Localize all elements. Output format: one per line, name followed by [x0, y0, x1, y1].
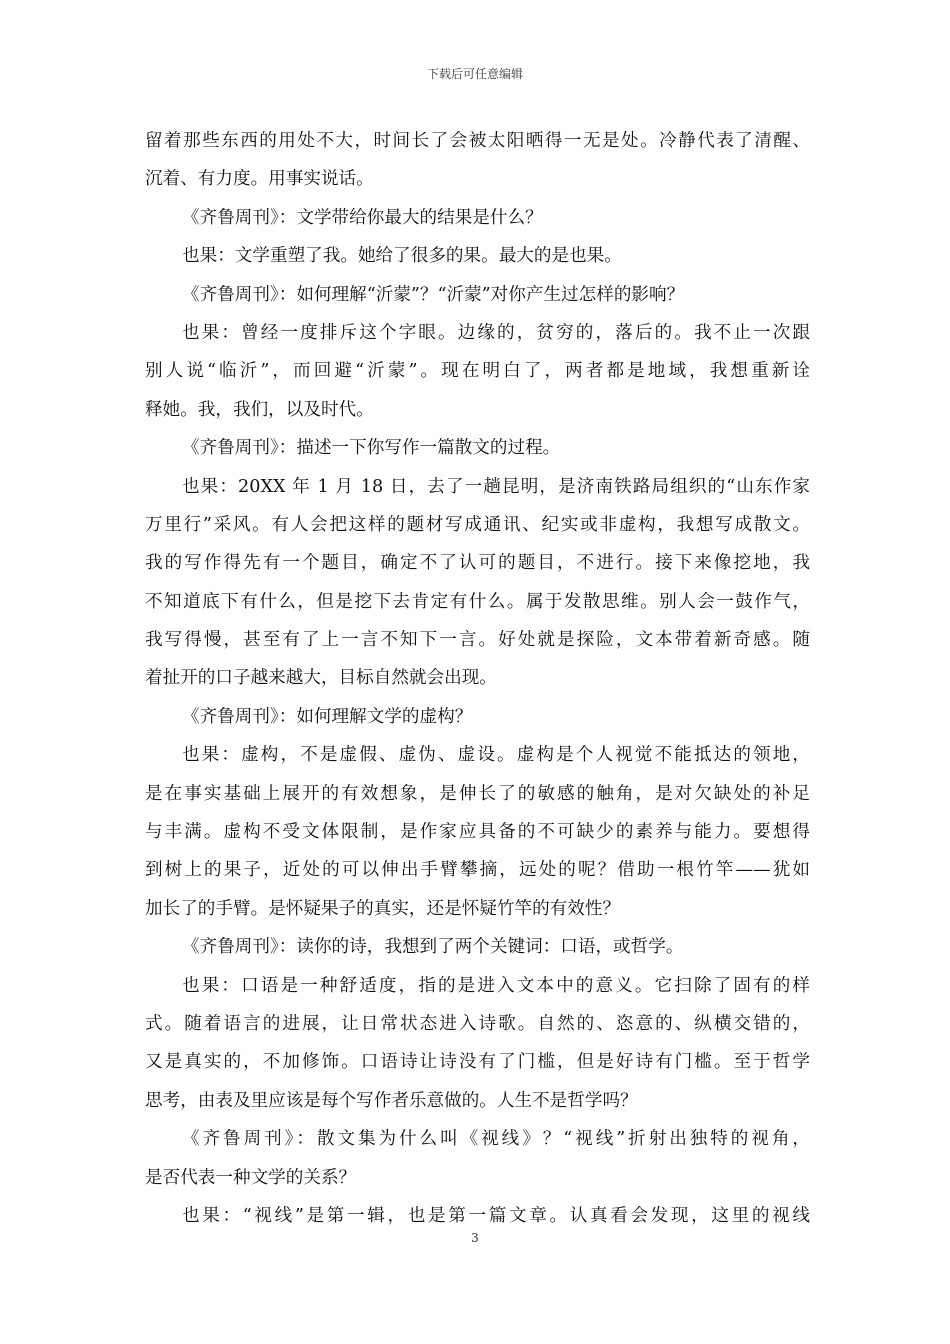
page-number: 3: [471, 1231, 479, 1245]
page-header: 下载后可任意编辑: [426, 67, 523, 81]
text-line: 式。随着语言的进展，让日常状态进入诗歌。自然的、恣意的、纵横交错的，: [145, 1013, 810, 1034]
text-line: 《齐鲁周刊》：文学带给你最大的结果是什么？: [182, 207, 543, 228]
text-line: 与丰满。虚构不受文体限制，是作家应具备的不可缺少的素养与能力。要想得: [145, 822, 810, 843]
text-line: 也果：20XX 年 1 月 18 日，去了一趟昆明，是济南铁路局组织的“山东作家: [182, 476, 810, 497]
text-line: 《齐鲁周刊》：如何理解“沂蒙”？“沂蒙”对你产生过怎样的影响？: [182, 284, 685, 305]
text-line: 又是真实的，不加修饰。口语诗让诗没有了门槛，但是好诗有门槛。至于哲学: [145, 1052, 810, 1073]
text-line: 也果：“视线”是第一辑，也是第一篇文章。认真看会发现，这里的视线: [182, 1205, 810, 1226]
text-line: 思考，由表及里应该是每个写作者乐意做的。人生不是哲学吗？: [145, 1090, 638, 1111]
text-line: 是在事实基础上展开的有效想象，是伸长了的敏感的触角，是对欠缺处的补足: [145, 783, 810, 804]
text-line: 也果：文学重塑了我。她给了很多的果。最大的是也果。: [182, 246, 622, 267]
text-line: 沉着、有力度。用事实说话。: [145, 169, 374, 190]
text-line: 着扯开的口子越来越大，目标自然就会出现。: [145, 668, 497, 689]
text-line: 别人说“临沂”，而回避“沂蒙”。现在明白了，两者都是地域，我想重新诠: [145, 361, 810, 382]
text-line: 《齐鲁周刊》：如何理解文学的虚构？: [182, 706, 473, 727]
text-line: 《齐鲁周刊》：散文集为什么叫《视线》？“视线”折射出独特的视角，: [182, 1129, 810, 1150]
text-line: 是否代表一种文学的关系？: [145, 1167, 357, 1188]
text-line: 也果：口语是一种舒适度，指的是进入文本中的意义。它扫除了固有的样: [182, 975, 810, 996]
text-line: 到树上的果子，近处的可以伸出手臂攀摘，远处的呢？借助一根竹竿——犹如: [145, 860, 810, 881]
text-line: 留着那些东西的用处不大，时间长了会被太阳晒得一无是处。冷静代表了清醒、: [145, 131, 810, 151]
text-line: 《齐鲁周刊》：读你的诗，我想到了两个关键词：口语，或哲学。: [182, 937, 684, 958]
text-line: 不知道底下有什么，但是挖下去肯定有什么。属于发散思维。别人会一鼓作气，: [145, 591, 810, 612]
text-line: 释她。我，我们，以及时代。: [145, 399, 374, 420]
text-line: 也果：虚构，不是虚假、虚伪、虚设。虚构是个人视觉不能抵达的领地，: [182, 745, 810, 766]
text-line: 我的写作得先有一个题目，确定不了认可的题目，不进行。接下来像挖地，我: [145, 553, 810, 574]
text-line: 加长了的手臂。是怀疑果子的真实，还是怀疑竹竿的有效性？: [145, 898, 621, 919]
document-body: [145, 122, 810, 1235]
text-line: 《齐鲁周刊》：描述一下你写作一篇散文的过程。: [182, 438, 561, 459]
text-line: 万里行”采风。有人会把这样的题材写成通讯、纪实或非虚构，我想写成散文。: [145, 514, 810, 535]
text-line: 也果：曾经一度排斥这个字眼。边缘的，贫穷的，落后的。我不止一次跟: [182, 322, 810, 343]
text-line: 我写得慢，甚至有了上一言不知下一言。好处就是探险，文本带着新奇感。随: [145, 630, 810, 651]
